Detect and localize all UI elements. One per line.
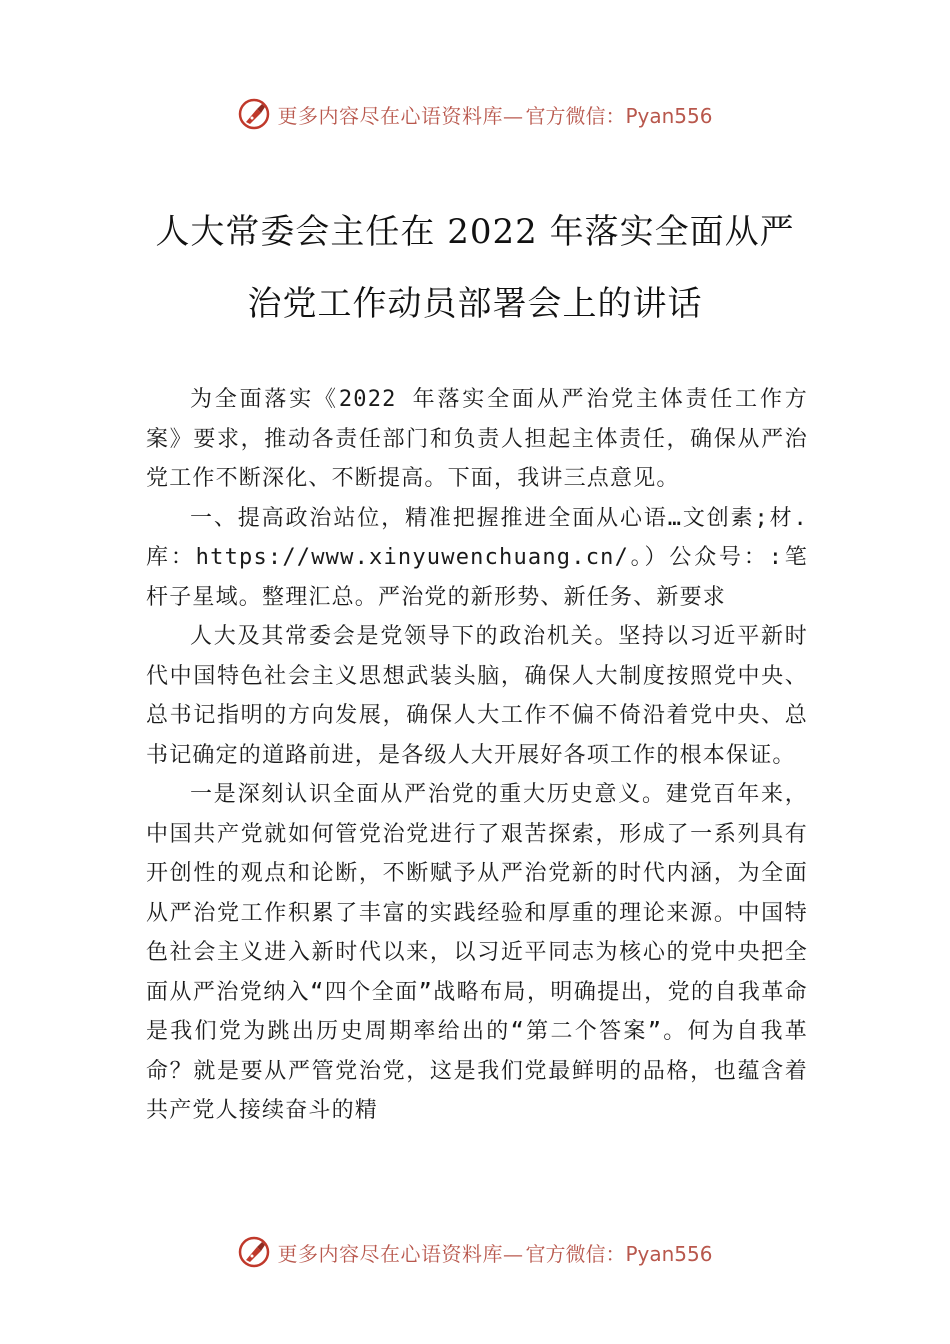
pen-nib-logo-icon	[237, 97, 271, 131]
banner-wechat-text: 官方微信：Pyan556	[525, 1241, 713, 1266]
banner-wechat-text: 官方微信：Pyan556	[525, 103, 713, 128]
body-paragraph: 一、提高政治站位，精准把握推进全面从心语…文创素;材.库：https://www.xinyuwenchuang.cn/。）公众号：:笔杆子星域。整理汇总。严治党的新形势、新任务、新要求	[146, 505, 808, 610]
document-title: 人大常委会主任在 2022 年落实全面从严治党工作动员部署会上的讲话	[155, 212, 795, 324]
body-paragraph: 一是深刻认识全面从严治党的重大历史意义。建党百年来，中国共产党就如何管党治党进行了艰苦探索，形成了一系列具有开创性的观点和论断，不断赋予从严治党新的时代内涵，为全面从严治党工作积累了丰富的实践经验和厚重的理论来源。中国特色社会主义进入新时代以来，以习近平同志为核心的党中央把全面从严治党纳入“四个全面”战略布局，明确提出，党的自我革命是我们党为跳出历史周期率给出的“第二个答案”。何为自我革命？就是要从严管党治党，这是我们党最鲜明的品格，也蕴含着共产党人接续奋斗的精	[146, 782, 808, 1123]
body-paragraph: 为全面落实《2022 年落实全面从严治党主体责任工作方案》要求，推动各责任部门和负责人担起主体责任，确保从严治党工作不断深化、不断提高。下面，我讲三点意见。	[146, 387, 808, 491]
body-paragraph: 人大及其常委会是党领导下的政治机关。坚持以习近平新时代中国特色社会主义思想武装头脑，确保人大制度按照党中央、总书记指明的方向发展，确保人大工作不偏不倚沿着党中央、总书记确定的道路前进，是各级人大开展好各项工作的根本保证。	[146, 624, 808, 768]
footer-watermark-banner	[0, 1232, 950, 1272]
banner-brand-text: 更多内容尽在心语资料库—	[277, 103, 524, 128]
header-watermark-banner	[0, 94, 950, 134]
banner-brand-text: 更多内容尽在心语资料库—	[277, 1241, 524, 1266]
pen-nib-logo-icon	[237, 1235, 271, 1269]
document-body	[146, 380, 808, 1131]
